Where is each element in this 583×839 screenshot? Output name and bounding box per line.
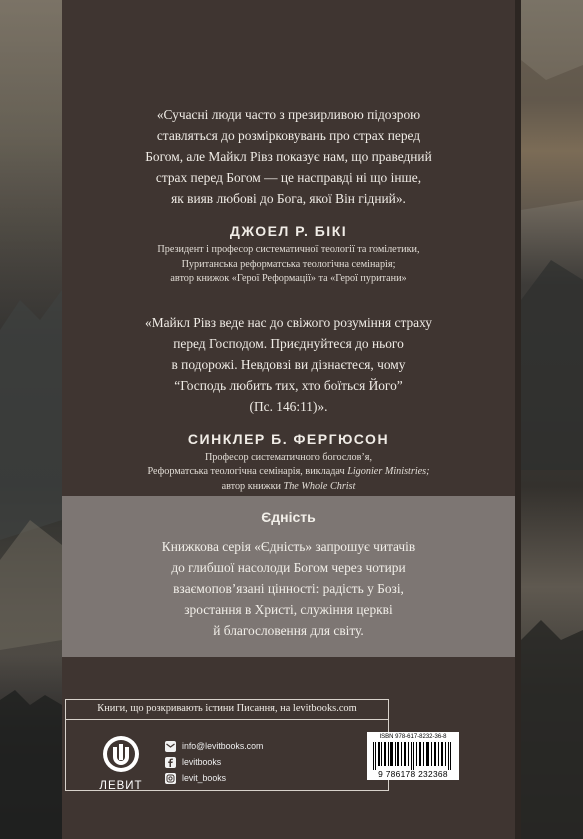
affiliation-text: Реформатська теологічна семінарія, викладач <box>147 466 348 477</box>
contact-list <box>165 738 263 786</box>
quote-text: «Сучасні люди часто з презирливою підозрою ставляться до розмірковувань про страх перед Богом, але Майкл Рівз показує нам, що праведний страх перед Богом — це насправді ні що інше, як вияв любові до Бога, якої Він гідний». <box>145 107 432 206</box>
barcode-number: 9 786178 232368 <box>378 769 448 779</box>
author-affiliation <box>62 243 515 287</box>
background-landscape-right <box>521 0 583 839</box>
affiliation-text: автор книжки <box>221 480 284 492</box>
quote-author: ДЖОЕЛ Р. БІКІ <box>229 223 348 239</box>
mountain-art-left <box>0 0 62 839</box>
contact-text: info@levitbooks.com <box>182 741 264 751</box>
contact-email[interactable] <box>165 738 263 754</box>
series-title: Єдність <box>261 509 316 525</box>
mountain-art-right <box>521 0 583 839</box>
contact-text: levit_books <box>182 773 227 783</box>
endorsements <box>62 104 515 494</box>
affiliation-line <box>62 465 515 480</box>
contact-instagram[interactable] <box>165 770 263 786</box>
affiliation-italic: Ligonier Ministries; <box>347 466 430 477</box>
instagram-icon <box>165 773 176 784</box>
affiliation-line <box>62 480 515 495</box>
contact-text: levitbooks <box>182 757 222 767</box>
facebook-icon <box>165 757 176 768</box>
barcode-bars <box>371 742 455 770</box>
affiliation-italic: The Whole Christ <box>283 480 356 492</box>
affiliation-line: Професор систематичного богослов’я, <box>204 451 373 463</box>
endorsement-1 <box>62 104 515 287</box>
author-affiliation <box>62 451 515 495</box>
affiliation-line: Президент і професор систематичної теології та гомілетики, <box>157 244 420 255</box>
publisher-name: ЛЕВИТ <box>99 780 143 792</box>
footer-tagline: Книги, що розкривають істини Писання, на levitbooks.com <box>66 700 388 720</box>
publisher-logo <box>99 735 143 792</box>
series-band <box>62 496 515 657</box>
levit-logo-icon <box>102 735 140 773</box>
affiliation-line: Пуританська реформатська теологічна семінарія; <box>181 258 396 270</box>
affiliation-line: автор книжок «Герої Реформації» та «Герої пуритани» <box>170 273 407 284</box>
quote-text: «Майкл Рівз веде нас до свіжого розуміння страху перед Господом. Приєднуйтеся до нього в подорожі. Невдовзі ви дізнаєтеся, чому “Господь любить тих, хто боїться Його” (Пс. 146:11)». <box>145 314 432 414</box>
series-description: Книжкова серія «Єдність» запрошує читачів до глибшої насолоди Богом через чотири взаємопов’язані цінності: радість у Бозі, зростання в Христі, служіння церкві й благословення для світу. <box>161 539 416 638</box>
contact-facebook[interactable] <box>165 754 263 770</box>
mail-icon <box>165 741 176 752</box>
background-landscape-left <box>0 0 62 839</box>
quote-author: СИНКЛЕР Б. ФЕРГЮСОН <box>187 430 390 447</box>
isbn-barcode <box>367 732 459 780</box>
isbn-label: ISBN 978-617-8232-36-8 <box>379 734 447 740</box>
endorsement-2 <box>62 312 515 495</box>
